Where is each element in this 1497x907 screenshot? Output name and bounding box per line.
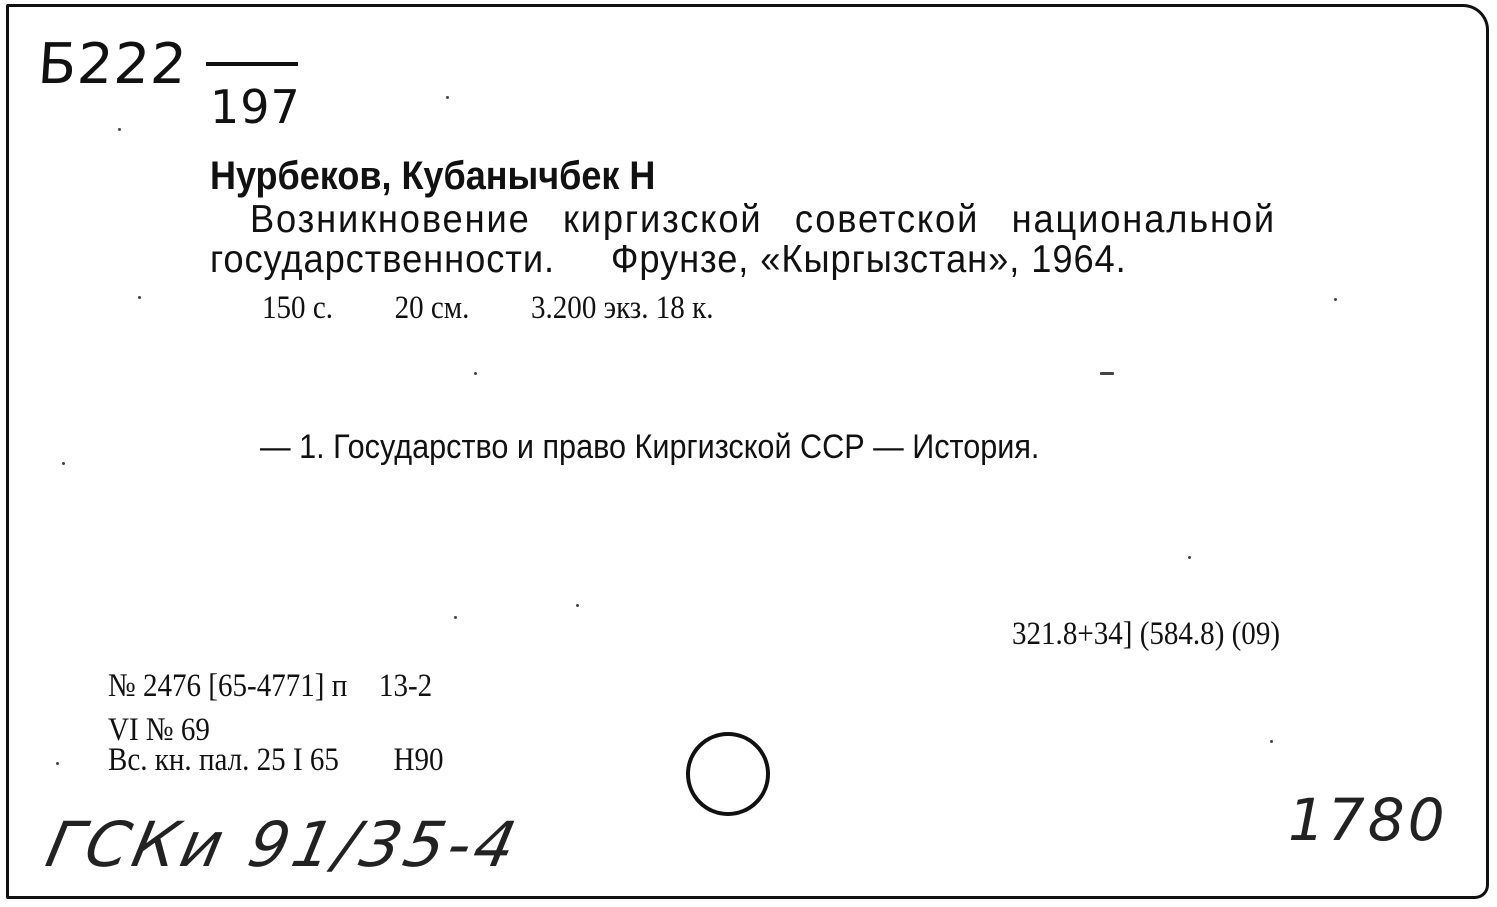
collation-copies-price: 3.200 экз. 18 к. (531, 290, 714, 326)
handwritten-note: ГСКи 91/35-4 (40, 808, 527, 881)
author-mark: Н90 (393, 742, 444, 778)
chamber-record: Вс. кн. пал. 25 I 65 (108, 742, 339, 778)
speck (62, 462, 65, 465)
speck (474, 372, 477, 375)
shelfmark-divider (206, 62, 298, 66)
speck (1270, 740, 1273, 743)
speck (118, 128, 121, 131)
speck (1100, 372, 1114, 375)
subject-heading: — 1. Государство и право Киргизской ССР — История. (260, 428, 1040, 466)
speck (576, 604, 579, 607)
classification-number: 321.8+34] (584.8) (09) (1012, 616, 1281, 652)
accession-line-3 (108, 742, 444, 779)
accession-line-1 (108, 668, 432, 705)
punch-hole (686, 732, 770, 816)
shelfmark-main: Б222 (35, 32, 190, 97)
collation-size: 20 см. (394, 290, 470, 326)
speck (1334, 298, 1337, 301)
title-line-1: Возникновение киргизской советской национальной (250, 198, 1277, 241)
title-line-2 (210, 238, 1127, 282)
collation-pages: 150 с. (262, 290, 333, 326)
author-heading: Нурбеков, Кубанычбек Н (210, 154, 656, 198)
speck (454, 616, 457, 619)
handwritten-number: 1780 (1288, 786, 1448, 854)
accession-code: 13-2 (378, 668, 433, 704)
speck (138, 296, 141, 299)
speck (1188, 556, 1191, 559)
speck (56, 762, 59, 765)
accession-number: № 2476 [65-4771] п (108, 668, 348, 704)
collation (262, 290, 713, 327)
shelfmark-sub: 197 (210, 80, 301, 134)
accession-line-2: VI № 69 (108, 712, 210, 748)
imprint: Фрунзе, «Кыргызстан», 1964. (610, 238, 1127, 281)
speck (446, 96, 449, 99)
title-line-2-title: государственности. (210, 238, 556, 281)
